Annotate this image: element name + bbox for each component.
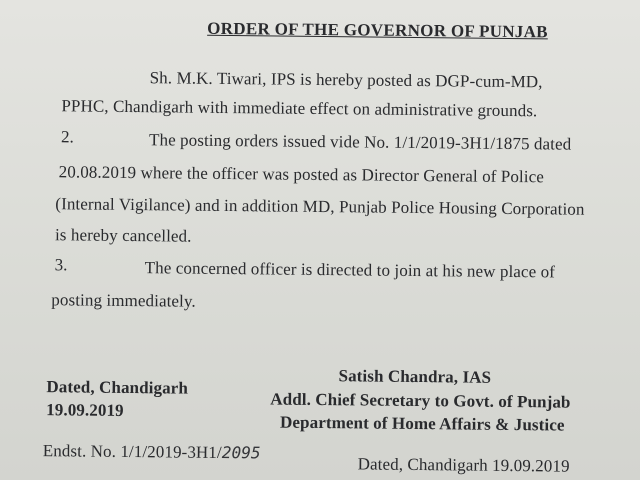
- para3-line-1: The concerned officer is directed to join at his new place of: [144, 258, 556, 282]
- endorsement-prefix: Endst. No. 1/1/2019-3H1/: [42, 441, 222, 462]
- place-date: 19.09.2019: [46, 400, 124, 420]
- endorsement-dated: Dated, Chandigarh 19.09.2019: [357, 454, 570, 476]
- place-label: Dated, Chandigarh: [46, 377, 189, 398]
- para2-line-2: 20.08.2019 where the officer was posted as Director General of Police: [58, 162, 545, 187]
- order-heading: ORDER OF THE GOVERNOR OF PUNJAB: [207, 18, 548, 42]
- para2-line-4: is hereby cancelled.: [54, 225, 192, 246]
- para1-line-2: PPHC, Chandigarh with immediate effect on administrative grounds.: [61, 96, 538, 121]
- handwritten-number: 2095: [221, 442, 261, 463]
- para3-line-2: posting immediately.: [51, 290, 196, 311]
- para2-number: 2.: [60, 127, 74, 147]
- para1-line-1: Sh. M.K. Tiwari, IPS is hereby posted as DGP-cum-MD,: [149, 68, 543, 92]
- para3-number: 3.: [54, 255, 68, 275]
- endorsement-number: [43, 441, 261, 463]
- para2-line-3: (Internal Vigilance) and in addition MD, Punjab Police Housing Corporation: [55, 194, 585, 219]
- signatory-department: Department of Home Affairs & Justice: [279, 412, 565, 435]
- para2-line-1: The posting orders issued vide No. 1/1/2019-3H1/1875 dated: [148, 130, 572, 154]
- signatory-designation: Addl. Chief Secretary to Govt. of Punjab: [270, 389, 571, 412]
- signatory-name: Satish Chandra, IAS: [338, 366, 492, 387]
